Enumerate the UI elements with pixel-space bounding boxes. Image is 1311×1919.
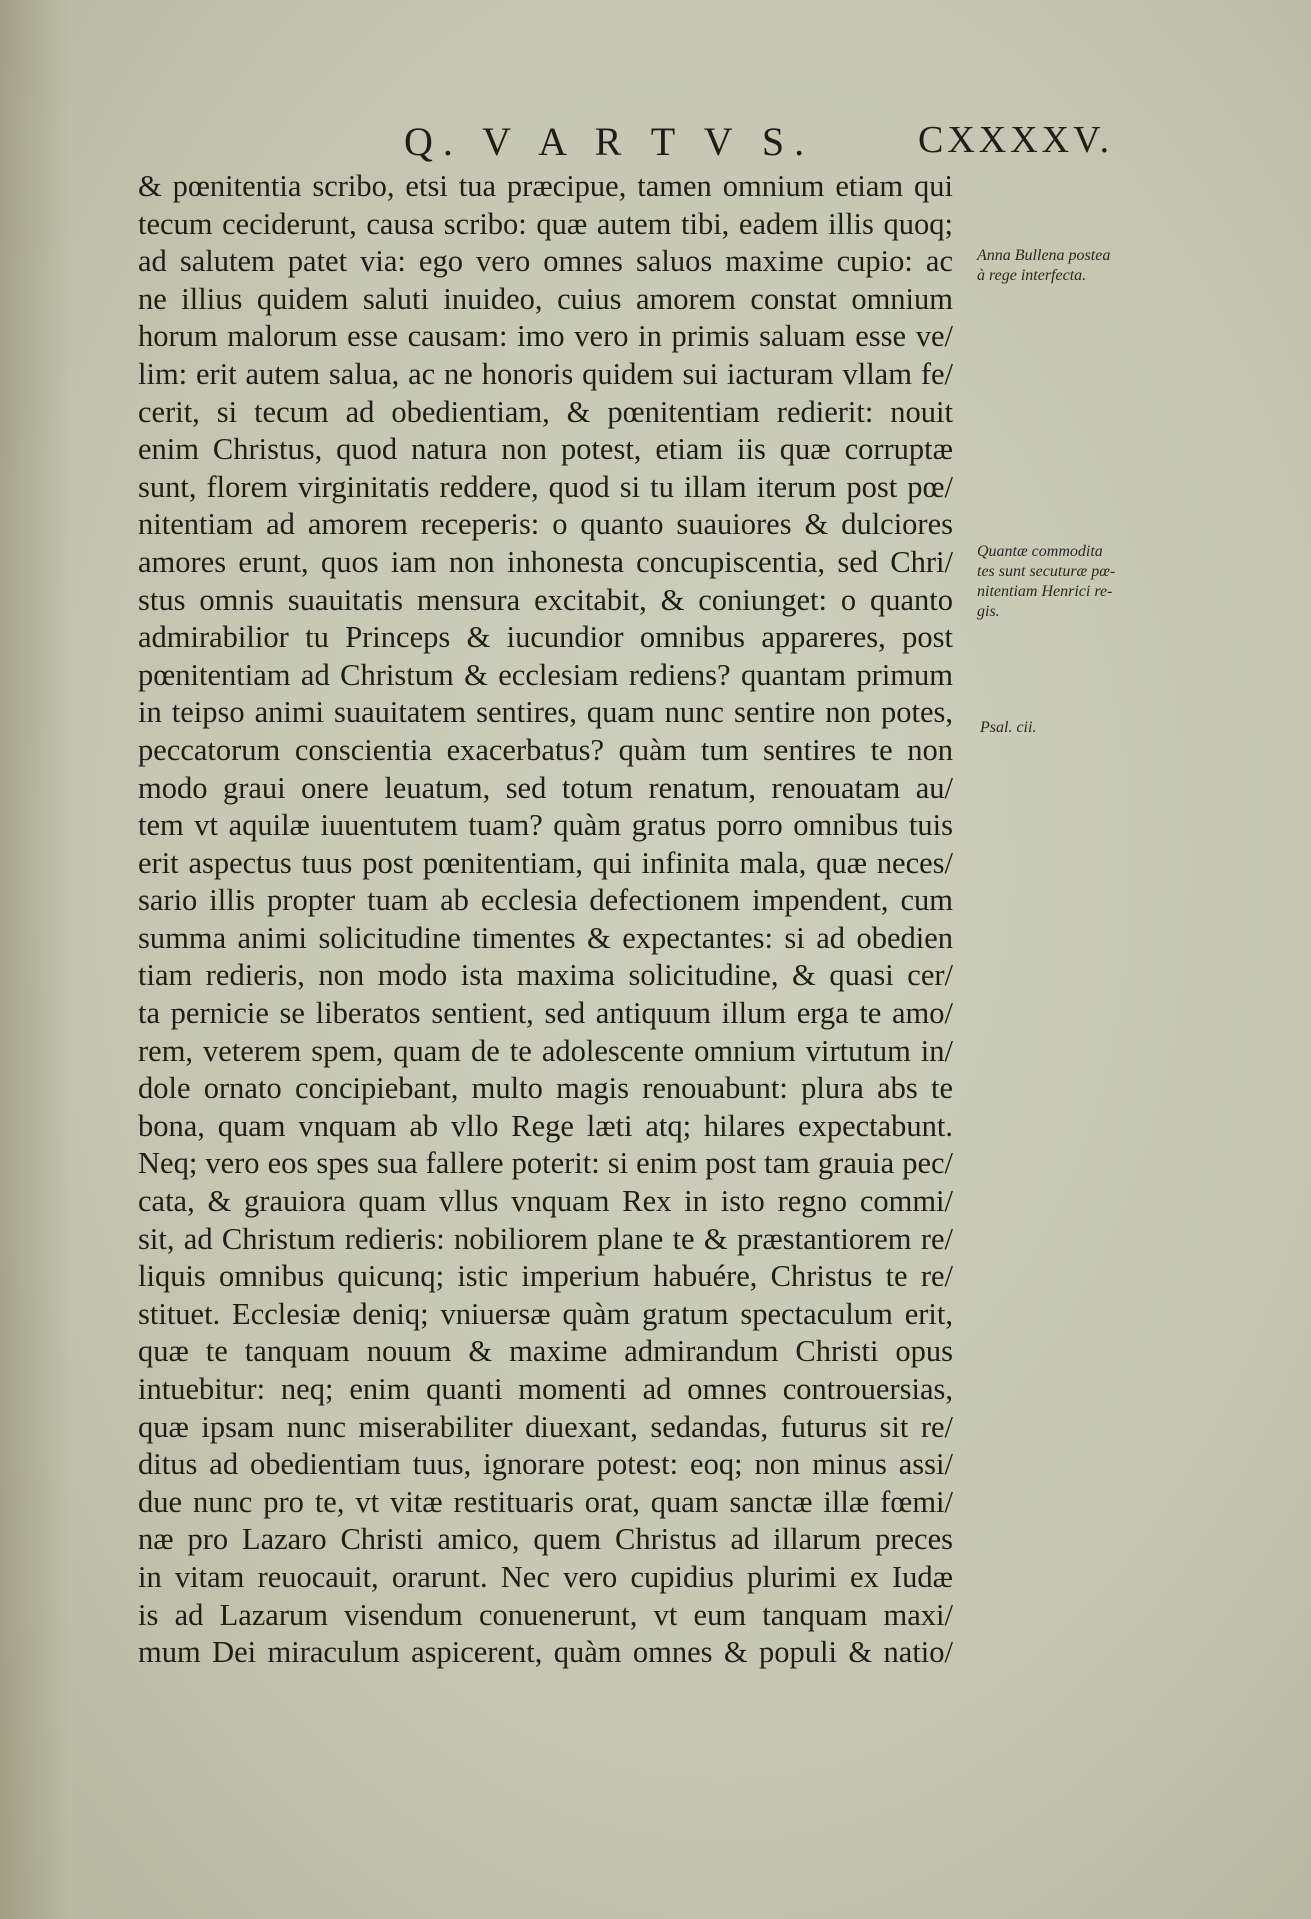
text-line: sario illis propter tuam ab ecclesia defectionem impendent, cum bbox=[138, 883, 953, 918]
text-line: admirabilior tu Princeps & iucundior omnibus appareres, post bbox=[138, 620, 953, 655]
text-line: stituet. Ecclesiæ deniq; vniuersæ quàm gratum spectaculum erit, bbox=[138, 1296, 953, 1331]
text-line: ditus ad obedientiam tuus, ignorare potest: eoq; non minus assi/ bbox=[138, 1447, 953, 1482]
text-line: intuebitur: neq; enim quanti momenti ad omnes controuersias, bbox=[138, 1372, 953, 1406]
text-line: lim: erit autem salua, ac ne honoris quidem sui iacturam vllam fe/ bbox=[138, 356, 953, 391]
margin-note-line: gis. bbox=[977, 603, 1000, 620]
text-line: enim Christus, quod natura non potest, etiam iis quæ corruptæ bbox=[138, 432, 953, 467]
margin-note-anna-bullena bbox=[977, 246, 1167, 286]
text-line: bona, quam vnquam ab vllo Rege læti atq; hilares expectabunt. bbox=[138, 1108, 953, 1143]
text-line: horum malorum esse causam: imo vero in primis saluam esse ve/ bbox=[138, 319, 953, 354]
text-line: nitentiam ad amorem receperis: o quanto suauiores & dulciores bbox=[138, 507, 953, 542]
text-line: stus omnis suauitatis mensura excitabit, & coniunget: o quanto bbox=[138, 582, 953, 617]
text-line: tem vt aquilæ iuuentutem tuam? quàm gratus porro omnibus tuis bbox=[138, 808, 953, 843]
text-line: amores erunt, quos iam non inhonesta concupiscentia, sed Chri/ bbox=[138, 544, 953, 579]
text-line: peccatorum conscientia exacerbatus? quàm tum sentires te non bbox=[138, 732, 953, 767]
text-line: mum Dei miraculum aspicerent, quàm omnes & populi & natio/ bbox=[138, 1635, 953, 1670]
running-head: Q. V A R T V S. bbox=[404, 119, 815, 164]
text-line: pœnitentiam ad Christum & ecclesiam rediens? quantam primum bbox=[138, 657, 953, 692]
text-line: due nunc pro te, vt vitæ restituaris orat, quam sanctæ illæ fœmi/ bbox=[138, 1484, 953, 1519]
margin-note-line: à rege interfecta. bbox=[977, 267, 1087, 284]
folio-number: CXXXXV. bbox=[918, 119, 1114, 161]
text-line: Neq; vero eos spes sua fallere poterit: si enim post tam grauia pec/ bbox=[138, 1146, 953, 1181]
margin-note-line: tes sunt secuturæ pœ- bbox=[977, 563, 1116, 580]
text-line: cata, & grauiora quam vllus vnquam Rex in isto regno commi/ bbox=[138, 1184, 953, 1219]
text-line: tiam redieris, non modo ista maxima solicitudine, & quasi cer/ bbox=[138, 958, 953, 993]
text-line: rem, veterem spem, quam de te adolescente omnium virtutum in/ bbox=[138, 1033, 953, 1068]
text-line: dole ornato concipiebant, multo magis renouabunt: plura abs te bbox=[138, 1071, 953, 1106]
margin-note-commoditates bbox=[977, 542, 1167, 622]
text-line: cerit, si tecum ad obedientiam, & pœnitentiam redierit: nouit bbox=[138, 394, 953, 429]
text-line: summa animi solicitudine timentes & expectantes: si ad obedien bbox=[138, 920, 953, 955]
text-line: sunt, florem virginitatis reddere, quod si tu illam iterum post pœ/ bbox=[138, 469, 953, 504]
text-line: ad salutem patet via: ego vero omnes saluos maxime cupio: ac bbox=[138, 244, 953, 279]
text-line: sit, ad Christum redieris: nobiliorem plane te & præstantiorem re/ bbox=[138, 1221, 953, 1256]
text-line: modo graui onere leuatum, sed totum renatum, renouatam au/ bbox=[138, 770, 953, 805]
margin-note-line: Anna Bullena postea bbox=[977, 247, 1111, 264]
text-line: quæ te tanquam nouum & maxime admirandum Christi opus bbox=[138, 1334, 953, 1369]
text-line: is ad Lazarum visendum conuenerunt, vt eum tanquam maxi/ bbox=[138, 1597, 953, 1632]
margin-note-psalm bbox=[980, 718, 1170, 738]
text-line: ne illius quidem saluti inuideo, cuius amorem constat omnium bbox=[138, 281, 953, 316]
text-line: in teipso animi suauitatem sentires, quam nunc sentire non potes, bbox=[138, 695, 953, 730]
margin-note-line: Quantæ commodita bbox=[977, 543, 1103, 560]
text-line: & pœnitentia scribo, etsi tua præcipue, tamen omnium etiam qui bbox=[138, 169, 953, 203]
text-line: tecum ceciderunt, causa scribo: quæ autem tibi, eadem illis quoq; bbox=[138, 206, 953, 241]
text-line: ta pernicie se liberatos sentient, sed antiquum illum erga te amo/ bbox=[138, 996, 953, 1031]
binding-shadow bbox=[0, 0, 70, 1919]
text-line: erit aspectus tuus post pœnitentiam, qui infinita mala, quæ neces/ bbox=[138, 845, 953, 880]
margin-note-line: Psal. cii. bbox=[980, 719, 1037, 736]
margin-note-line: nitentiam Henrici re- bbox=[977, 583, 1113, 600]
text-line: in vitam reuocauit, orarunt. Nec vero cupidius plurimi ex Iudæ bbox=[138, 1559, 953, 1594]
main-text-block bbox=[138, 168, 953, 1672]
text-line: quæ ipsam nunc miserabiliter diuexant, sedandas, futurus sit re/ bbox=[138, 1409, 953, 1444]
text-line: næ pro Lazaro Christi amico, quem Christus ad illarum preces bbox=[138, 1522, 953, 1557]
text-line: liquis omnibus quicunq; istic imperium habuére, Christus te re/ bbox=[138, 1259, 953, 1294]
